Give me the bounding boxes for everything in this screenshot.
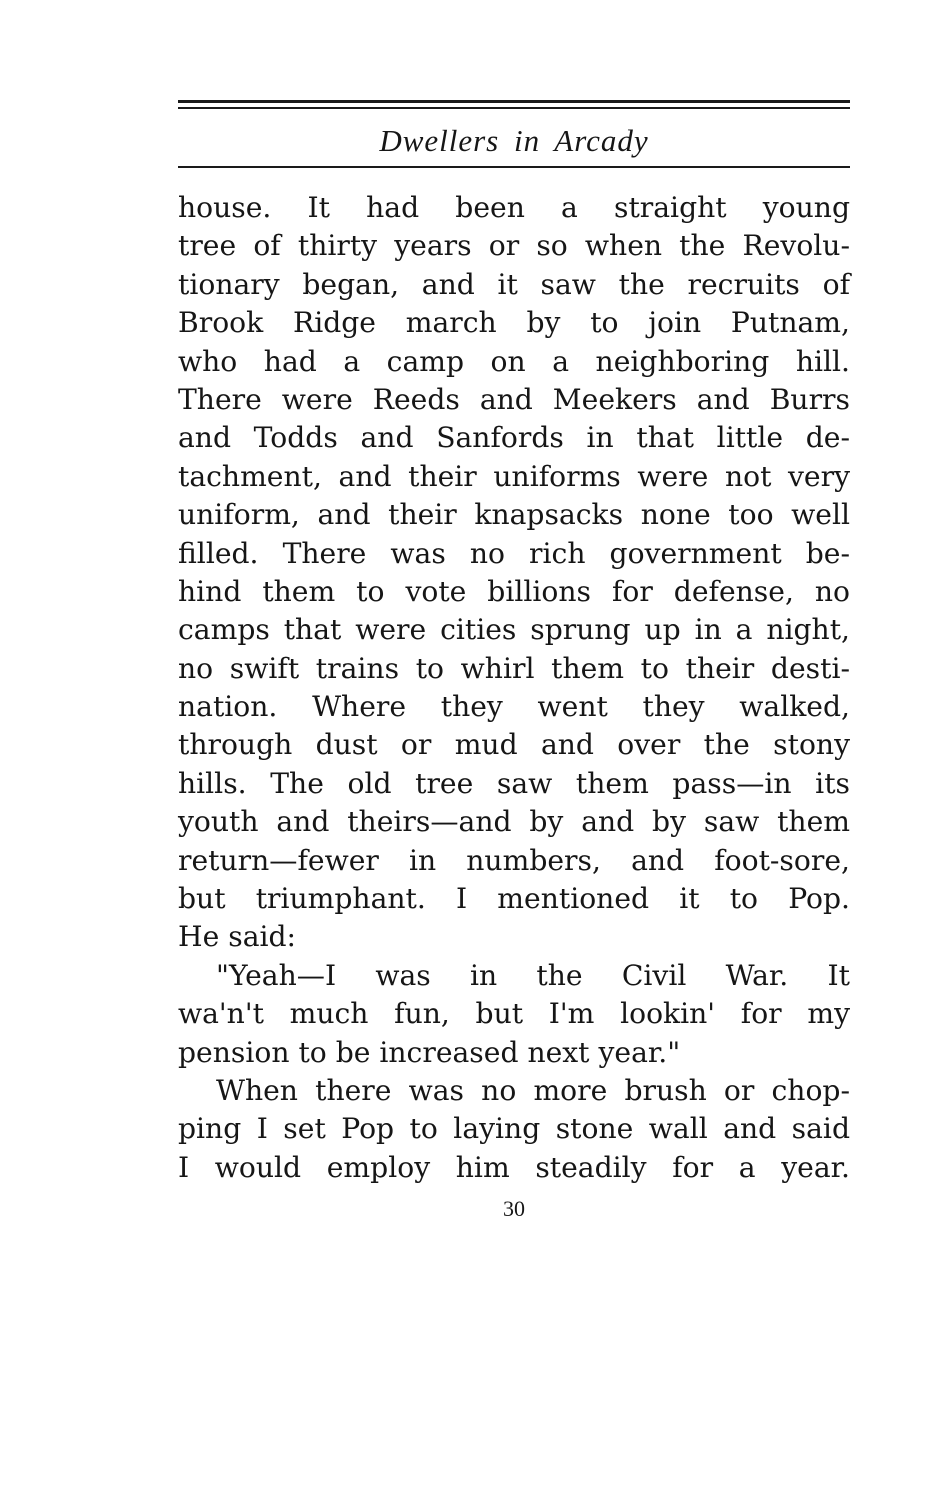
text-line: hills. The old tree saw them pass—in its [178, 766, 850, 800]
text-line: camps that were cities sprung up in a night, [178, 613, 850, 647]
text-line: filled. There was no rich government be- [178, 536, 850, 570]
text-line: house. It had been a straight young [178, 191, 850, 224]
text-line: and Todds and Sanfords in that little de- [178, 421, 850, 455]
header-rule-top [178, 100, 850, 103]
text-line: There were Reeds and Meekers and Burrs [178, 382, 850, 416]
text-line: return—fewer in numbers, and foot-sore, [178, 843, 850, 877]
text-line: pension to be increased next year." [178, 1035, 681, 1069]
text-line: youth and theirs—and by and by saw them [178, 805, 850, 839]
text-line: who had a camp on a neighboring hill. [178, 344, 850, 378]
text-line: He said: [178, 920, 297, 954]
running-head: Dwellers in Arcady [379, 123, 649, 158]
body-text [178, 189, 850, 1187]
text-line: no swift trains to whirl them to their desti- [178, 651, 850, 685]
text-line: uniform, and their knapsacks none too well [178, 498, 850, 532]
text-line: hind them to vote billions for defense, no [178, 574, 850, 608]
text-line: ping I set Pop to laying stone wall and said [178, 1112, 850, 1146]
header-rule-bottom [178, 166, 850, 168]
text-line: tionary began, and it saw the recruits of [178, 267, 850, 301]
text-line: wa'n't much fun, but I'm lookin' for my [178, 997, 850, 1031]
header-rule-top-thin [178, 107, 850, 109]
text-line: through dust or mud and over the stony [178, 728, 850, 762]
text-line: nation. Where they went they walked, [178, 690, 850, 724]
text-line: tachment, and their uniforms were not very [178, 459, 850, 493]
text-line: Brook Ridge march by to join Putnam, [178, 306, 850, 340]
text-line: I would employ him steadily for a year. [178, 1150, 850, 1184]
text-line: but triumphant. I mentioned it to Pop. [178, 882, 850, 916]
text-line: tree of thirty years or so when the Revolu- [178, 229, 850, 263]
text-line: "Yeah—I was in the Civil War. It [216, 958, 850, 992]
page-number: 30 [503, 1196, 525, 1221]
text-line: When there was no more brush or chop- [216, 1073, 850, 1107]
